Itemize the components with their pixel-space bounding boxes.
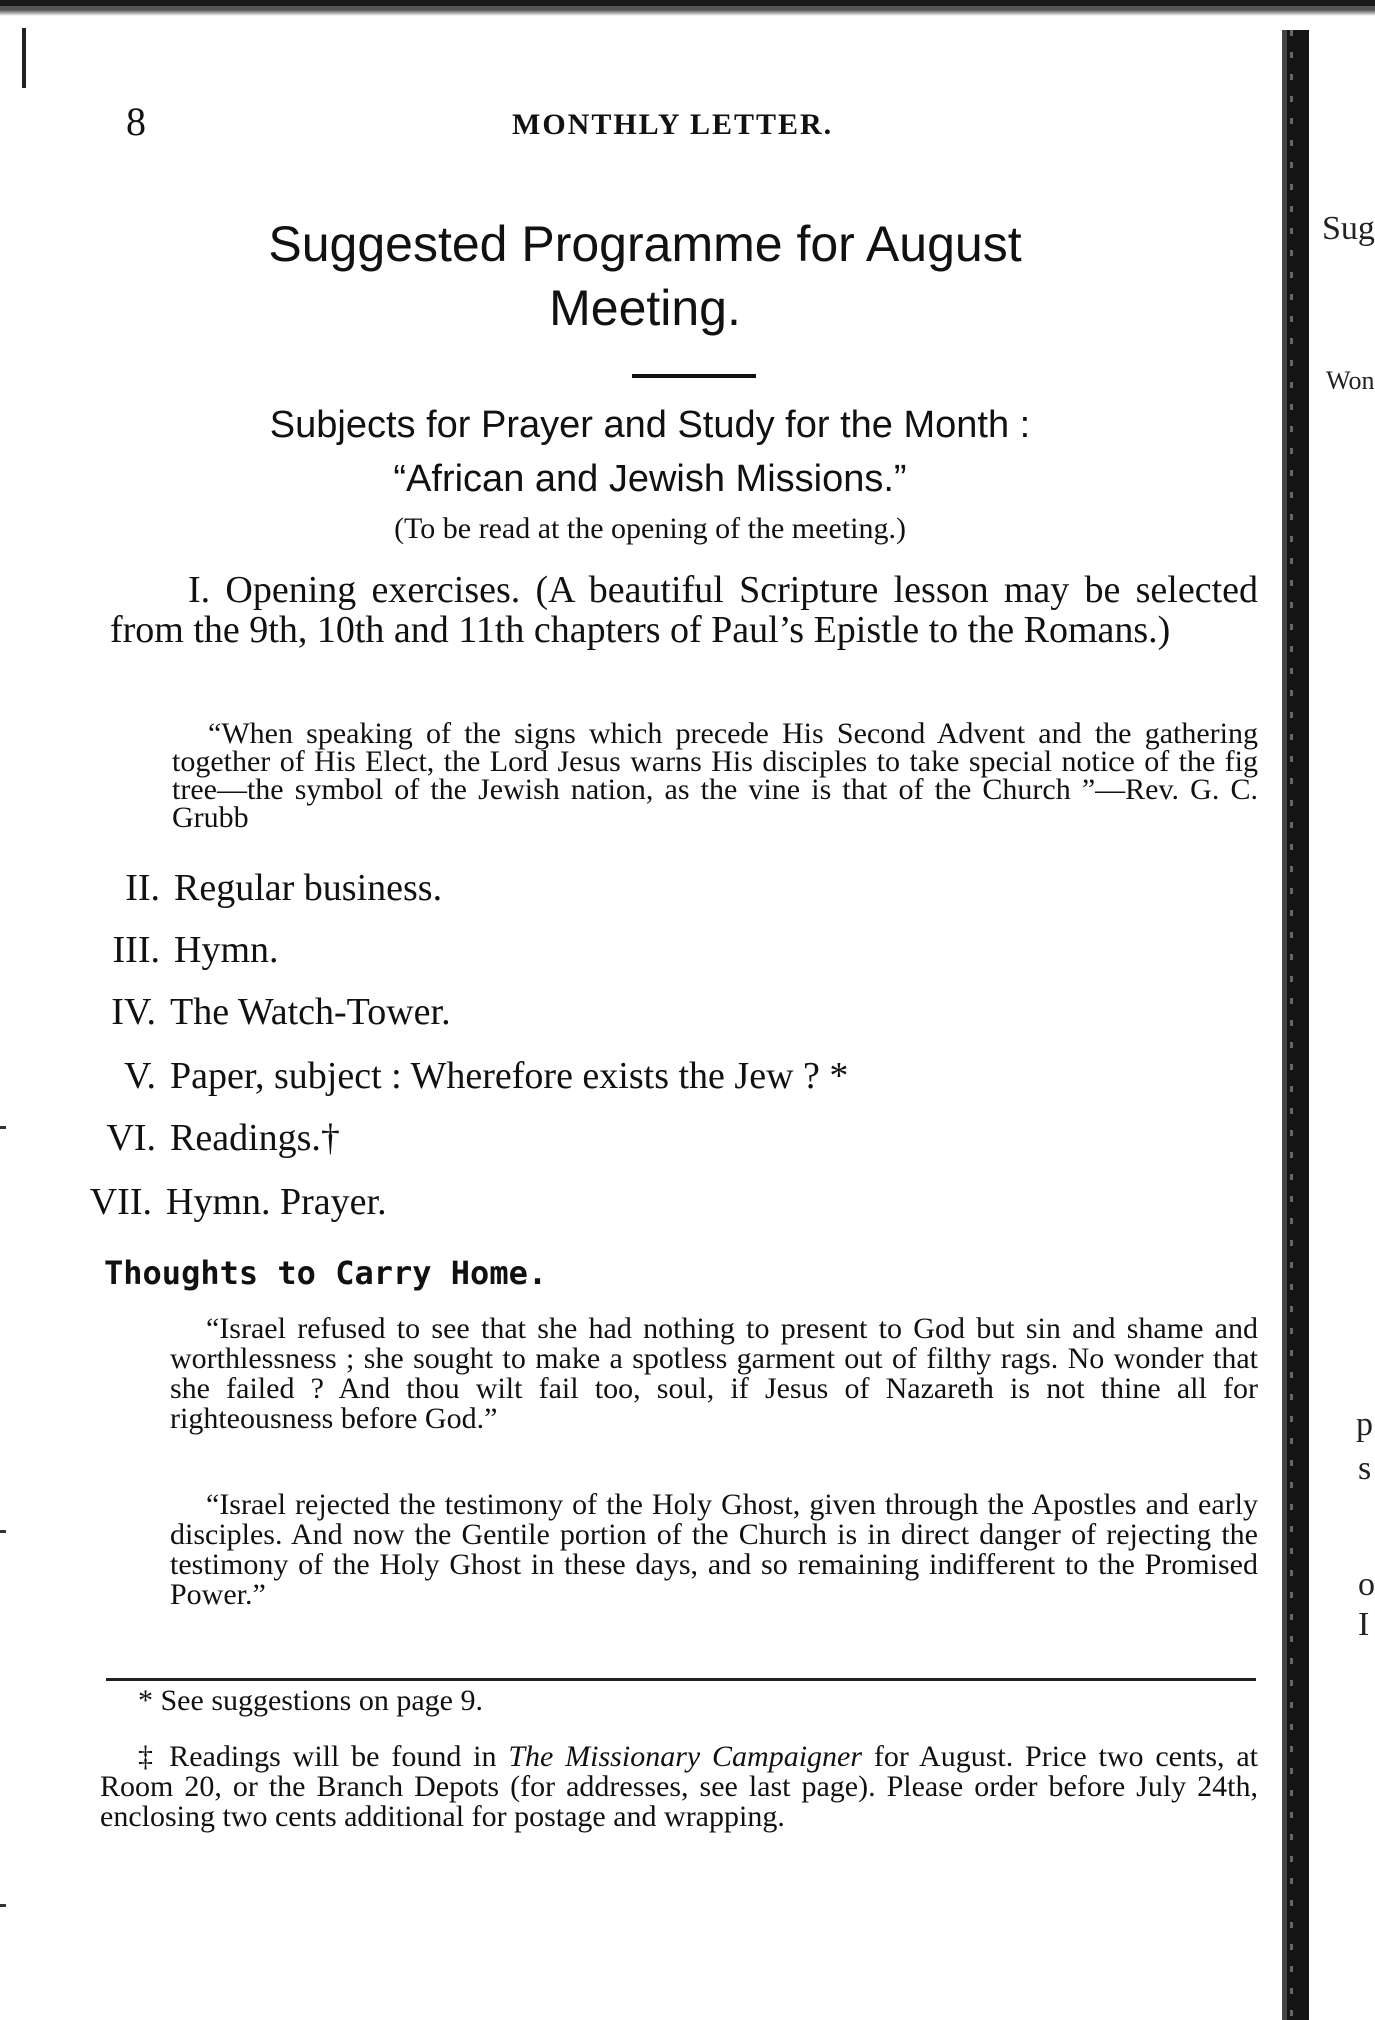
- footnote-readings-intro: ‡ Readings will be found in: [138, 1740, 509, 1773]
- thoughts-heading: Thoughts to Carry Home.: [104, 1254, 548, 1292]
- programme-item-number: VI.: [106, 1117, 156, 1159]
- page-top-edge: [0, 0, 1375, 16]
- publication-title: The Missionary Campaigner: [508, 1740, 863, 1773]
- binding-mark: [22, 28, 26, 88]
- gutter-stitching: [1290, 30, 1293, 2020]
- programme-item: [64, 866, 442, 910]
- programme-item-number: II.: [125, 867, 160, 909]
- thought-quote-2: “Israel rejected the testimony of the Holy Ghost, given through the Apostles and early disciples. And now the Gentile portion of the Church is in direct danger of rejecting the testimony of the Holy Ghost in these days, and so remaining indifferent to the Promised Power.”: [170, 1488, 1258, 1611]
- subjects-line-2: “African and Jewish Missions.”: [393, 458, 907, 500]
- read-note: (To be read at the opening of the meeting.): [394, 512, 906, 545]
- programme-item-text: The Watch-Tower.: [170, 991, 451, 1033]
- title-divider: [632, 374, 756, 378]
- title-line-1: Suggested Programme for August: [268, 216, 1022, 272]
- next-page-fragment: s: [1358, 1450, 1372, 1487]
- programme-item-number: IV.: [111, 991, 156, 1033]
- footnote-suggestions: * See suggestions on page 9.: [138, 1684, 483, 1717]
- programme-item-number: VII.: [89, 1181, 152, 1223]
- programme-item: [64, 928, 279, 972]
- programme-item: [60, 990, 451, 1034]
- next-page-fragment: p: [1356, 1406, 1373, 1443]
- programme-item-number: III.: [112, 929, 160, 971]
- programme-item-text: Readings.†: [170, 1117, 340, 1159]
- programme-item-number: V.: [123, 1055, 156, 1097]
- footnote-divider: [106, 1678, 1256, 1681]
- next-page-fragment: Sug: [1322, 210, 1375, 247]
- programme-item: [56, 1180, 387, 1224]
- grubb-quote: “When speaking of the signs which precede His Second Advent and the gathering together of His Elect, the Lord Jesus warns His disciples to take special notice of the fig tree—the symbol of the Jewish nation, as the vine is that of the Church ”—Rev. G. C. Grubb: [172, 717, 1258, 834]
- programme-item-text: Hymn.: [174, 929, 279, 971]
- programme-item-text: Paper, subject : Wherefore exists the Jew ? *: [170, 1055, 849, 1097]
- running-head: MONTHLY LETTER.: [512, 108, 834, 141]
- opening-exercises: I. Opening exercises. (A beautiful Scripture lesson may be selected from the 9th, 10th and 11th chapters of Paul’s Epistle to the Romans.): [110, 569, 1258, 651]
- next-page-fragment: o: [1358, 1566, 1375, 1603]
- footnote-readings: [100, 1742, 1258, 1832]
- next-page-fragment: Won: [1326, 366, 1375, 395]
- title-line-2: Meeting.: [549, 280, 741, 336]
- programme-item: [60, 1116, 340, 1160]
- thought-quote-1: “Israel refused to see that she had nothing to present to God but sin and shame and worthlessness ; she sought to make a spotless garment out of filthy rags. No wonder that she failed ? And thou wilt fail too, soul, if Jesus of Nazareth is not thine all for righteousness before God.”: [170, 1312, 1258, 1435]
- page-number: 8: [126, 99, 146, 144]
- programme-item: [60, 1054, 848, 1098]
- page-title: [150, 212, 1140, 340]
- subjects-heading: [120, 398, 1180, 506]
- book-gutter: [1282, 30, 1309, 2020]
- programme-item-text: Regular business.: [174, 867, 443, 909]
- programme-item-text: Hymn. Prayer.: [166, 1181, 387, 1223]
- footnote-readings-details: for August. Price two cents, at Room 20, or the Branch Depots (for addresses, see last page). Please order before July 24th, enclosing two cents additional for postage and wrapping.: [100, 1740, 1259, 1833]
- next-page-fragment: I: [1358, 1606, 1370, 1643]
- subjects-line-1: Subjects for Prayer and Study for the Month :: [269, 404, 1031, 446]
